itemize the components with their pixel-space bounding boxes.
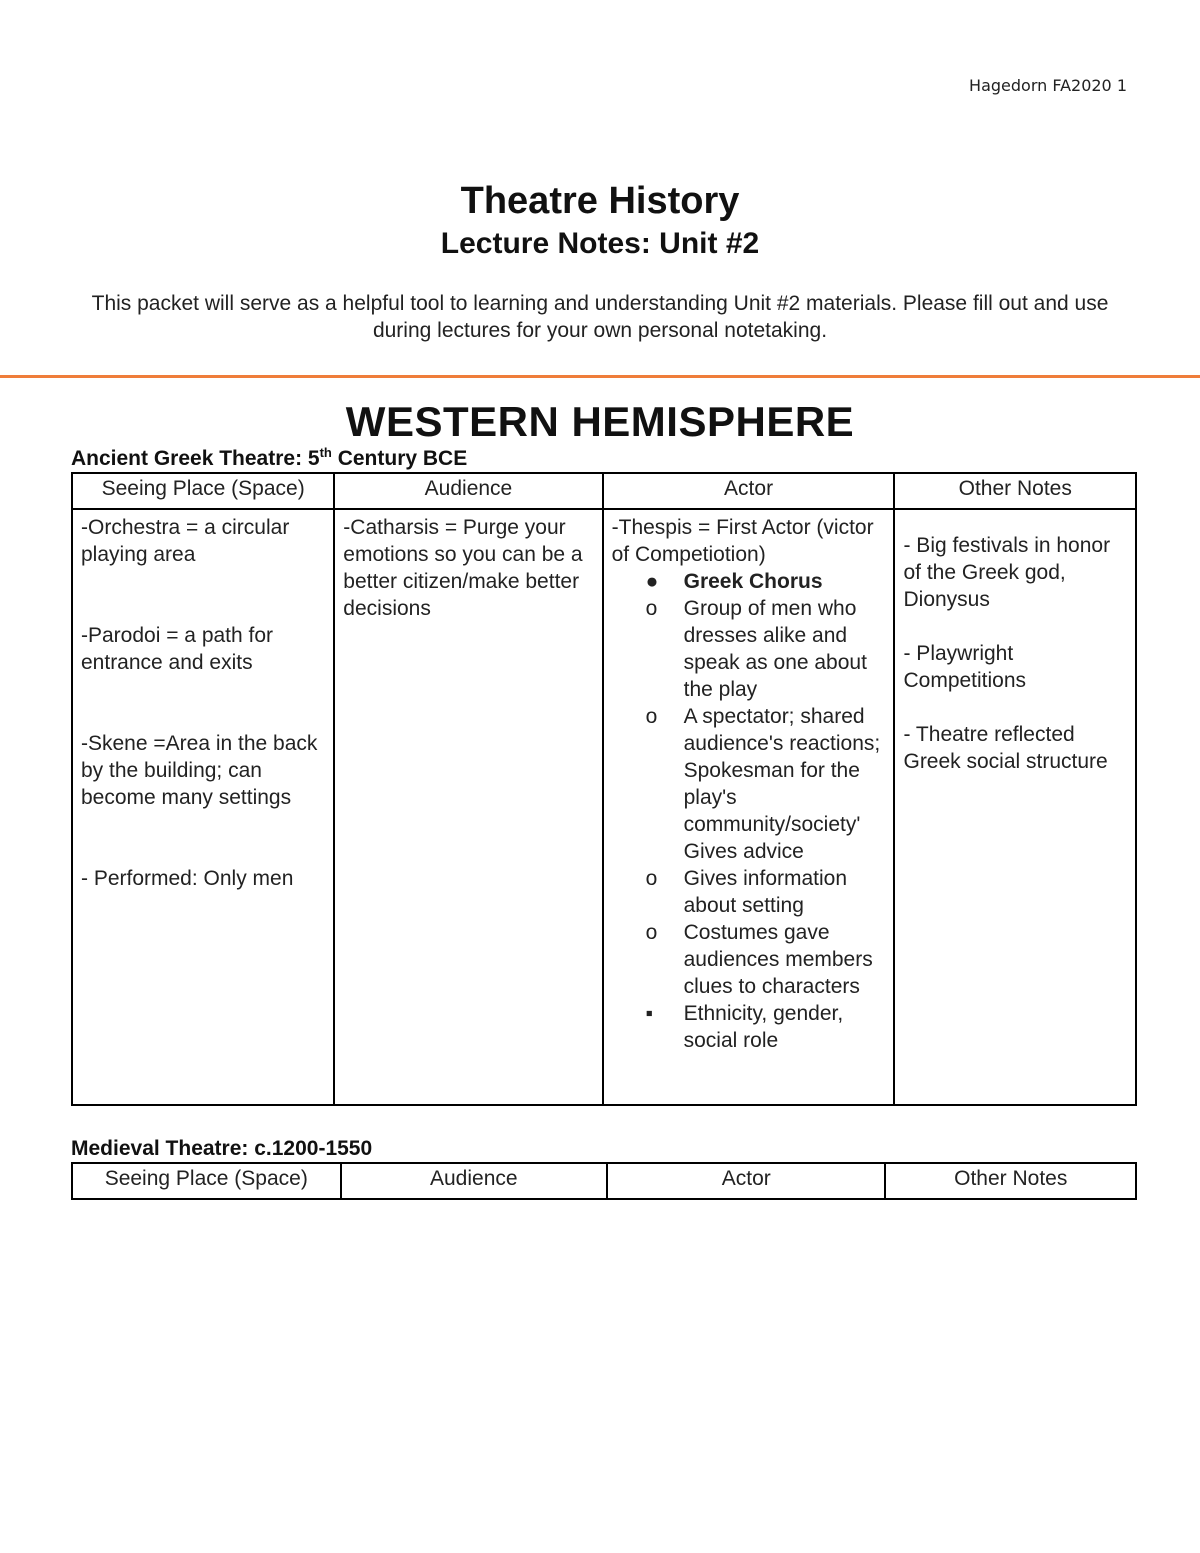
catharsis-note: -Catharsis = Purge your emotions so you can be a better citizen/make better decisions <box>343 516 583 620</box>
list-item <box>612 865 886 919</box>
circle-bullet-icon: o <box>645 705 658 728</box>
greek-section-label <box>71 447 467 471</box>
circle-bullet-icon: o <box>645 921 658 944</box>
running-head: Hagedorn FA2020 1 <box>969 76 1127 95</box>
chorus-subitem: Ethnicity, gender, social role <box>683 1002 844 1052</box>
column-header: Seeing Place (Space) <box>72 1163 341 1199</box>
list-item <box>612 703 886 865</box>
greek-theatre-table <box>71 472 1137 1106</box>
column-header: Audience <box>341 1163 608 1199</box>
square-bullet-icon: ▪ <box>645 1002 654 1025</box>
section-divider <box>0 375 1200 378</box>
medieval-theatre-table <box>71 1162 1137 1200</box>
column-header: Audience <box>334 473 602 509</box>
table-row <box>72 509 1136 1105</box>
space-cell <box>72 509 334 1105</box>
reflected-note: - Theatre reflected Greek social structure <box>903 723 1108 773</box>
actor-cell <box>603 509 895 1105</box>
parodoi-note: -Parodoi = a path for entrance and exits <box>81 624 274 674</box>
hemisphere-heading: WESTERN HEMISPHERE <box>345 398 855 445</box>
audience-cell <box>334 509 602 1105</box>
list-item <box>612 919 886 1000</box>
title-block <box>0 178 1200 264</box>
competitions-note: - Playwright Competitions <box>903 642 1027 692</box>
column-header: Other Notes <box>894 473 1136 509</box>
greek-label-sup: th <box>319 445 332 460</box>
table-header-row <box>72 1163 1136 1199</box>
column-header: Actor <box>603 473 895 509</box>
greek-label-suffix: Century BCE <box>331 447 468 470</box>
chorus-heading: Greek Chorus <box>683 570 823 593</box>
document-subtitle: Lecture Notes: Unit #2 <box>440 227 760 260</box>
orchestra-note: -Orchestra = a circular playing area <box>81 516 290 566</box>
thespis-note: -Thespis = First Actor (victor of Competiotion) <box>611 516 874 566</box>
bullet-icon: ● <box>645 570 659 593</box>
list-item <box>612 595 886 703</box>
chorus-item: A spectator; shared audience's reactions; Spokesman for the play's community/society' Gives advice <box>683 705 881 863</box>
column-header: Actor <box>607 1163 885 1199</box>
intro-paragraph: This packet will serve as a helpful tool to learning and understanding Unit #2 materials. Please fill out and use during lectures for your own personal notetaking. <box>91 292 1109 342</box>
column-header: Seeing Place (Space) <box>72 473 334 509</box>
list-item <box>612 568 886 595</box>
circle-bullet-icon: o <box>645 597 658 620</box>
list-item <box>612 1000 886 1054</box>
greek-label-prefix: Ancient Greek Theatre: 5 <box>71 447 320 470</box>
column-header: Other Notes <box>885 1163 1136 1199</box>
chorus-item: Costumes gave audiences members clues to characters <box>683 921 873 998</box>
performed-note: - Performed: Only men <box>81 867 294 890</box>
medieval-section-label: Medieval Theatre: c.1200-1550 <box>71 1137 373 1160</box>
festivals-note: - Big festivals in honor of the Greek god, Dionysus <box>903 534 1111 611</box>
document-title: Theatre History <box>460 180 740 222</box>
other-notes-cell <box>894 509 1136 1105</box>
table-header-row <box>72 473 1136 509</box>
chorus-item: Group of men who dresses alike and speak as one about the play <box>683 597 867 701</box>
skene-note: -Skene =Area in the back by the building; can become many settings <box>81 732 318 809</box>
chorus-item: Gives information about setting <box>683 867 848 917</box>
circle-bullet-icon: o <box>645 867 658 890</box>
